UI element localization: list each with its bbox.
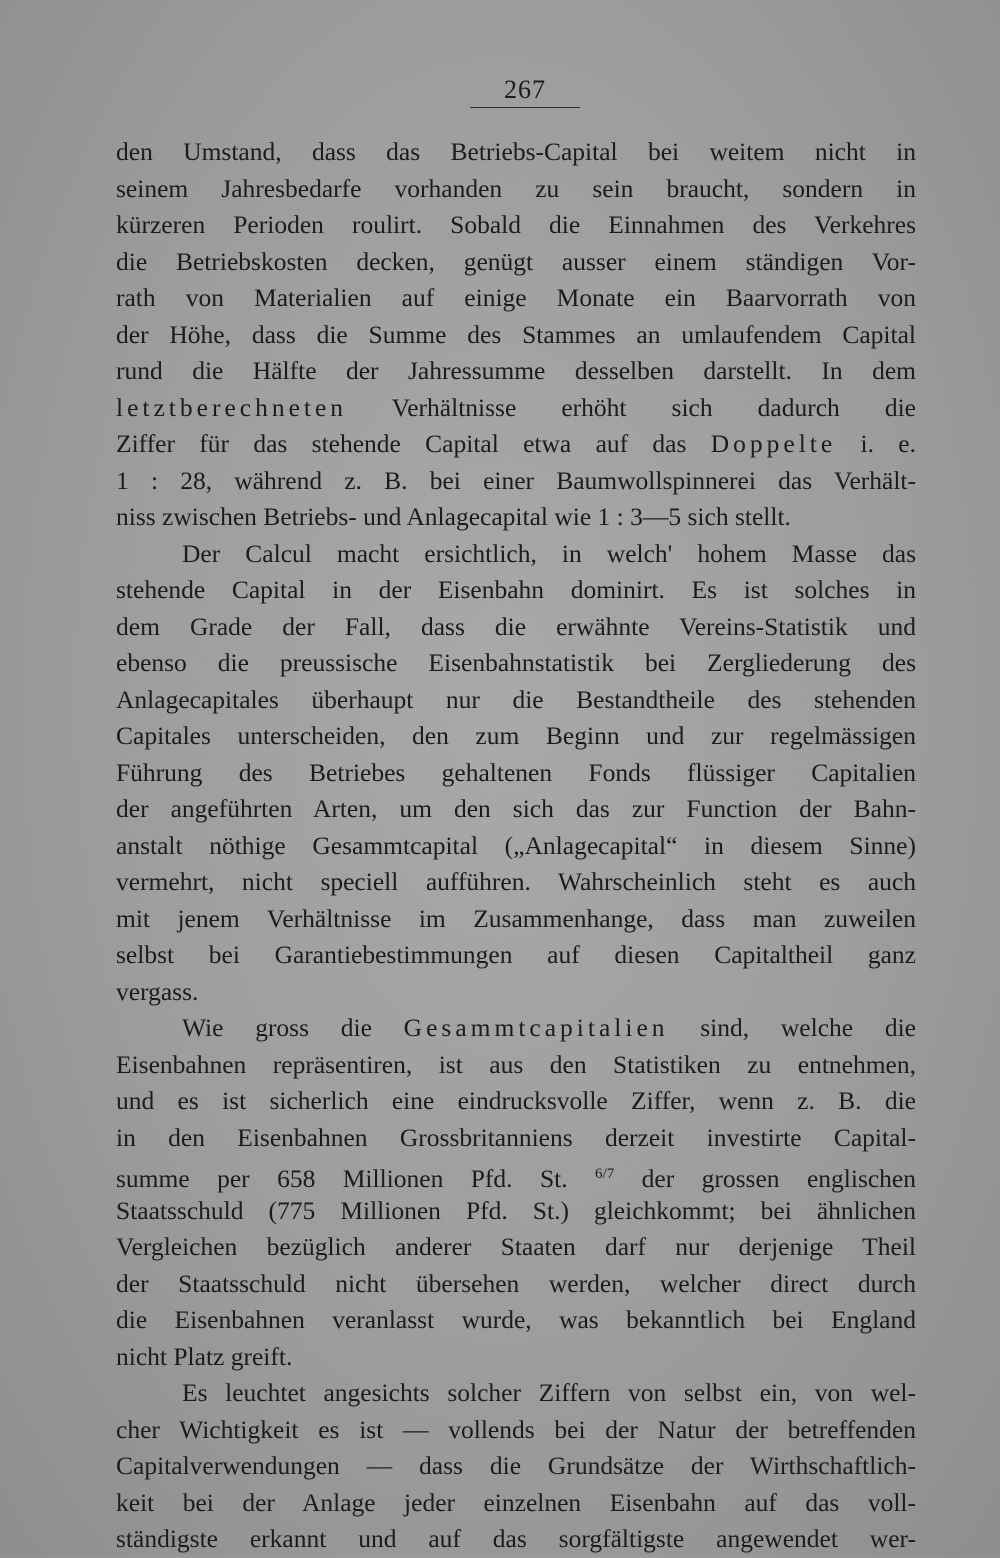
text-line: stehende Capital in der Eisenbahn dominirt. Es ist solches in [116,575,916,604]
text-line: und es ist sicherlich eine eindrucksvolle Ziffer, wenn z. B. die [116,1086,916,1115]
text-line: dem Grade der Fall, dass die erwähnte Vereins-Statistik und [116,611,916,641]
text-line: Eisenbahnen repräsentiren, ist aus den Statistiken zu entnehmen, [116,1049,916,1079]
text-line: selbst bei Garantiebestimmungen auf diesen Capitaltheil ganz [116,940,916,969]
text-line: keit bei der Anlage jeder einzelnen Eisenbahn auf das voll- [116,1487,916,1517]
text-line: vergass. [116,976,199,1006]
text-line: Capitales unterscheiden, den zum Beginn und zur regelmässigen [116,721,916,750]
text-line: anstalt nöthige Gesammtcapital („Anlagecapital“ in diesem Sinne) [116,830,916,860]
emphasized-word: Doppelte [710,429,837,458]
text-line: Staatsschuld (775 Millionen Pfd. St.) gleichkommt; bei ähnlichen [116,1195,916,1225]
text-line: cher Wichtigkeit es ist — vollends bei der Natur der betreffenden [116,1414,916,1444]
text-line: summe per 658 Millionen Pfd. St. $^{6/7}$ der grossen englischen [116,1164,917,1193]
emphasized-word: letztberechneten [116,392,348,422]
body-text [116,134,916,1558]
text-line: ebenso die preussische Eisenbahnstatistik bei Zergliederung des [116,648,916,677]
text-line: 1 : 28, während z. B. bei einer Baumwollspinnerei das Verhält- [116,465,916,495]
text-line: Capitalverwendungen — dass die Grundsätze der Wirthschaftlich- [116,1451,916,1480]
fraction: 6/7 [595,1166,615,1182]
text-line: vermehrt, nicht speciell aufführen. Wahrscheinlich steht es auch [116,867,916,896]
text-line: der angeführten Arten, um den sich das zur Function der Bahn- [116,794,916,823]
text-line: Führung des Betriebes gehaltenen Fonds flüssiger Capitalien [116,757,916,787]
text-line: Ziffer für das stehende Capital etwa auf das Doppelte i. e. [116,429,916,458]
text-line: kürzeren Perioden roulirt. Sobald die Einnahmen des Verkehres [116,210,916,239]
text-line: seinem Jahresbedarfe vorhanden zu sein braucht, sondern in [116,173,916,203]
emphasized-word: Gesammtcapitalien [403,1013,669,1042]
text-line: rund die Hälfte der Jahressumme desselben darstellt. In dem [116,356,916,385]
text-line: Vergleichen bezüglich anderer Staaten darf nur derjenige Theil [116,1232,916,1261]
text-line: die Betriebskosten decken, genügt ausser einem ständigen Vor- [116,246,916,276]
paragraph-start-line: Wie gross die Gesammtcapitalien sind, welche die [182,1013,916,1042]
text-line: der Höhe, dass die Summe des Stammes an umlaufendem Capital [116,319,916,349]
text-line: die Eisenbahnen veranlasst wurde, was bekanntlich bei England [116,1305,916,1334]
text-line: mit jenem Verhältnisse im Zusammenhange, dass man zuweilen [116,903,916,933]
paragraph-start-line: Es leuchtet angesichts solcher Ziffern von selbst ein, von wel- [182,1378,916,1407]
text-line: ständigste erkannt und auf das sorgfältigste angewendet wer- [116,1524,916,1553]
page-number: 267 [470,74,580,108]
text-line: den Umstand, dass das Betriebs-Capital bei weitem nicht in [116,137,916,166]
paragraph-start-line: Der Calcul macht ersichtlich, in welch' hohem Masse das [182,538,916,568]
text-line: der Staatsschuld nicht übersehen werden, welcher direct durch [116,1268,916,1298]
text-line: letztberechneten Verhältnisse erhöht sich dadurch die [116,392,916,422]
text-line: niss zwischen Betriebs- und Anlagecapital wie 1 : 3—5 sich stellt. [116,502,791,531]
text-line: Anlagecapitales überhaupt nur die Bestandtheile des stehenden [116,684,916,714]
text-line: rath von Materialien auf einige Monate ein Baarvorrath von [116,283,916,312]
text-line: nicht Platz greift. [116,1341,293,1371]
text-line: in den Eisenbahnen Grossbritanniens derzeit investirte Capital- [116,1122,916,1152]
